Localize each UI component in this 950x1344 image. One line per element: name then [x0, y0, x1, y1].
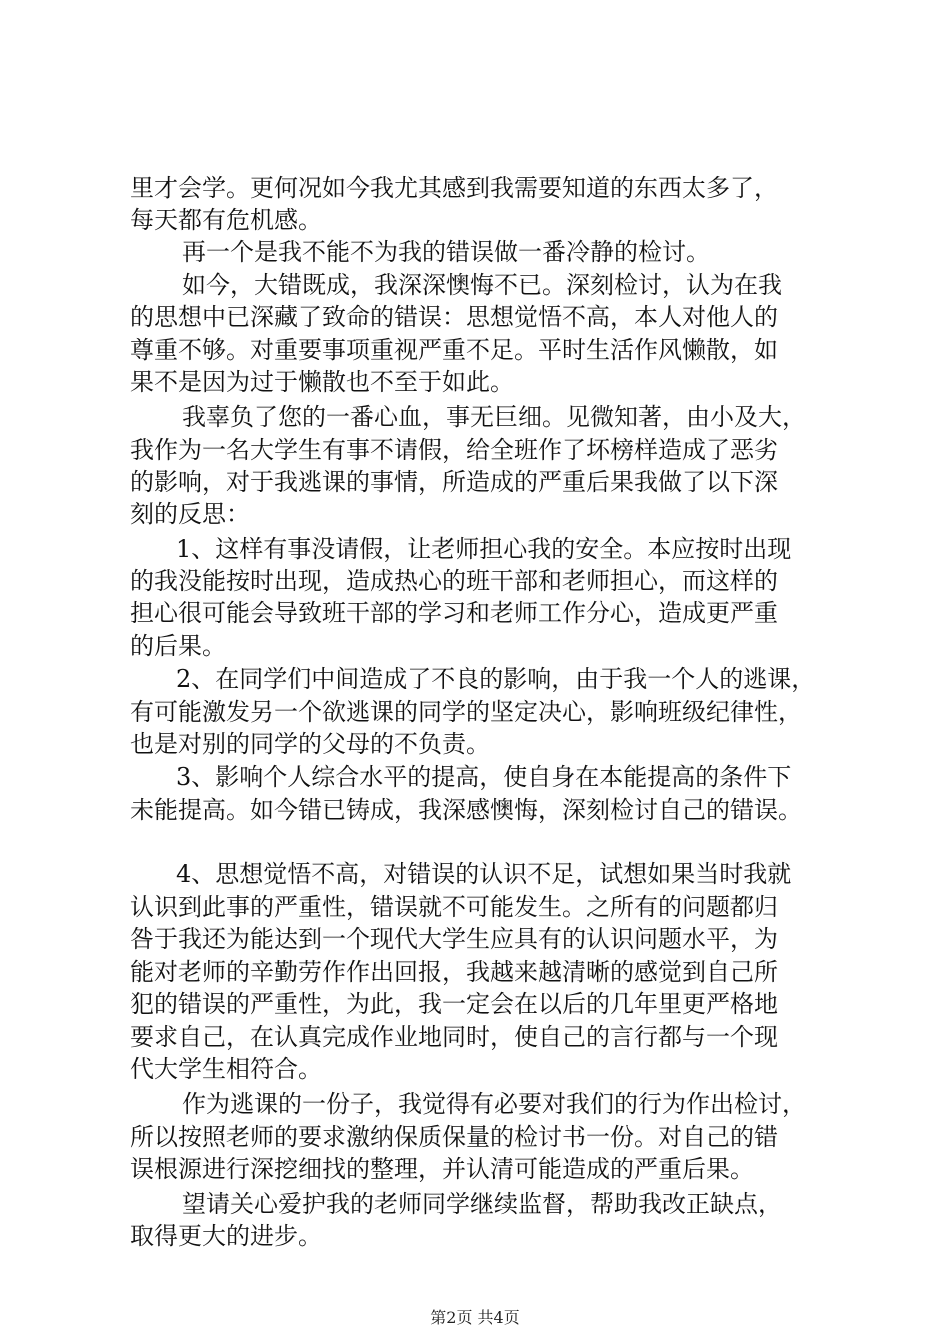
text-line: 担心很可能会导致班干部的学习和老师工作分心，造成更严重	[130, 599, 778, 627]
text-line: 要求自己，在认真完成作业地同时，使自己的言行都与一个现	[130, 1023, 778, 1051]
text-line: 每天都有危机感。	[130, 206, 322, 234]
text-line: 误根源进行深挖细找的整理，并认清可能造成的严重后果。	[130, 1155, 754, 1183]
text-line: 3、影响个人综合水平的提高，使自身在本能提高的条件下	[176, 763, 792, 791]
text-line: 咎于我还为能达到一个现代大学生应具有的认识问题水平，为	[130, 925, 778, 953]
text-line: 里才会学。更何况如今我尤其感到我需要知道的东西太多了，	[130, 174, 778, 202]
text-line: 我作为一名大学生有事不请假，给全班作了坏榜样造成了恶劣	[130, 436, 778, 464]
text-line: 有可能激发另一个欲逃课的同学的坚定决心，影响班级纪律性，	[130, 698, 802, 726]
text-line: 能对老师的辛勤劳作作出回报，我越来越清晰的感觉到自己所	[130, 958, 778, 986]
text-line: 的后果。	[130, 632, 226, 660]
text-line: 尊重不够。对重要事项重视严重不足。平时生活作风懒散，如	[130, 336, 778, 364]
text-line: 再一个是我不能不为我的错误做一番冷静的检讨。	[182, 238, 710, 266]
text-line: 作为逃课的一份子，我觉得有必要对我们的行为作出检讨，	[182, 1090, 806, 1118]
text-line: 果不是因为过于懒散也不至于如此。	[130, 368, 514, 396]
text-line: 犯的错误的严重性，为此，我一定会在以后的几年里更严格地	[130, 990, 778, 1018]
text-line: 4、思想觉悟不高，对错误的认识不足，试想如果当时我就	[176, 860, 792, 888]
text-line: 我辜负了您的一番心血，事无巨细。见微知著，由小及大，	[182, 403, 806, 431]
text-line: 所以按照老师的要求激纳保质保量的检讨书一份。对自己的错	[130, 1123, 778, 1151]
text-line: 的我没能按时出现，造成热心的班干部和老师担心，而这样的	[130, 567, 778, 595]
text-line: 刻的反思：	[130, 500, 250, 528]
text-line: 取得更大的进步。	[130, 1222, 322, 1250]
text-line: 代大学生相符合。	[130, 1055, 322, 1083]
text-line: 未能提高。如今错已铸成，我深感懊悔，深刻检讨自己的错误。	[130, 796, 802, 824]
page-number-footer: 第2页 共4页	[430, 1308, 520, 1327]
text-line: 的思想中已深藏了致命的错误：思想觉悟不高，本人对他人的	[130, 303, 778, 331]
text-line: 认识到此事的严重性，错误就不可能发生。之所有的问题都归	[130, 893, 778, 921]
text-line: 也是对别的同学的父母的不负责。	[130, 730, 490, 758]
text-line: 望请关心爱护我的老师同学继续监督，帮助我改正缺点，	[182, 1190, 782, 1218]
text-line: 如今，大错既成，我深深懊悔不已。深刻检讨，认为在我	[182, 271, 782, 299]
text-line: 1、这样有事没请假，让老师担心我的安全。本应按时出现	[176, 535, 792, 563]
text-line: 2、在同学们中间造成了不良的影响，由于我一个人的逃课，	[176, 665, 816, 693]
text-line: 的影响，对于我逃课的事情，所造成的严重后果我做了以下深	[130, 468, 778, 496]
